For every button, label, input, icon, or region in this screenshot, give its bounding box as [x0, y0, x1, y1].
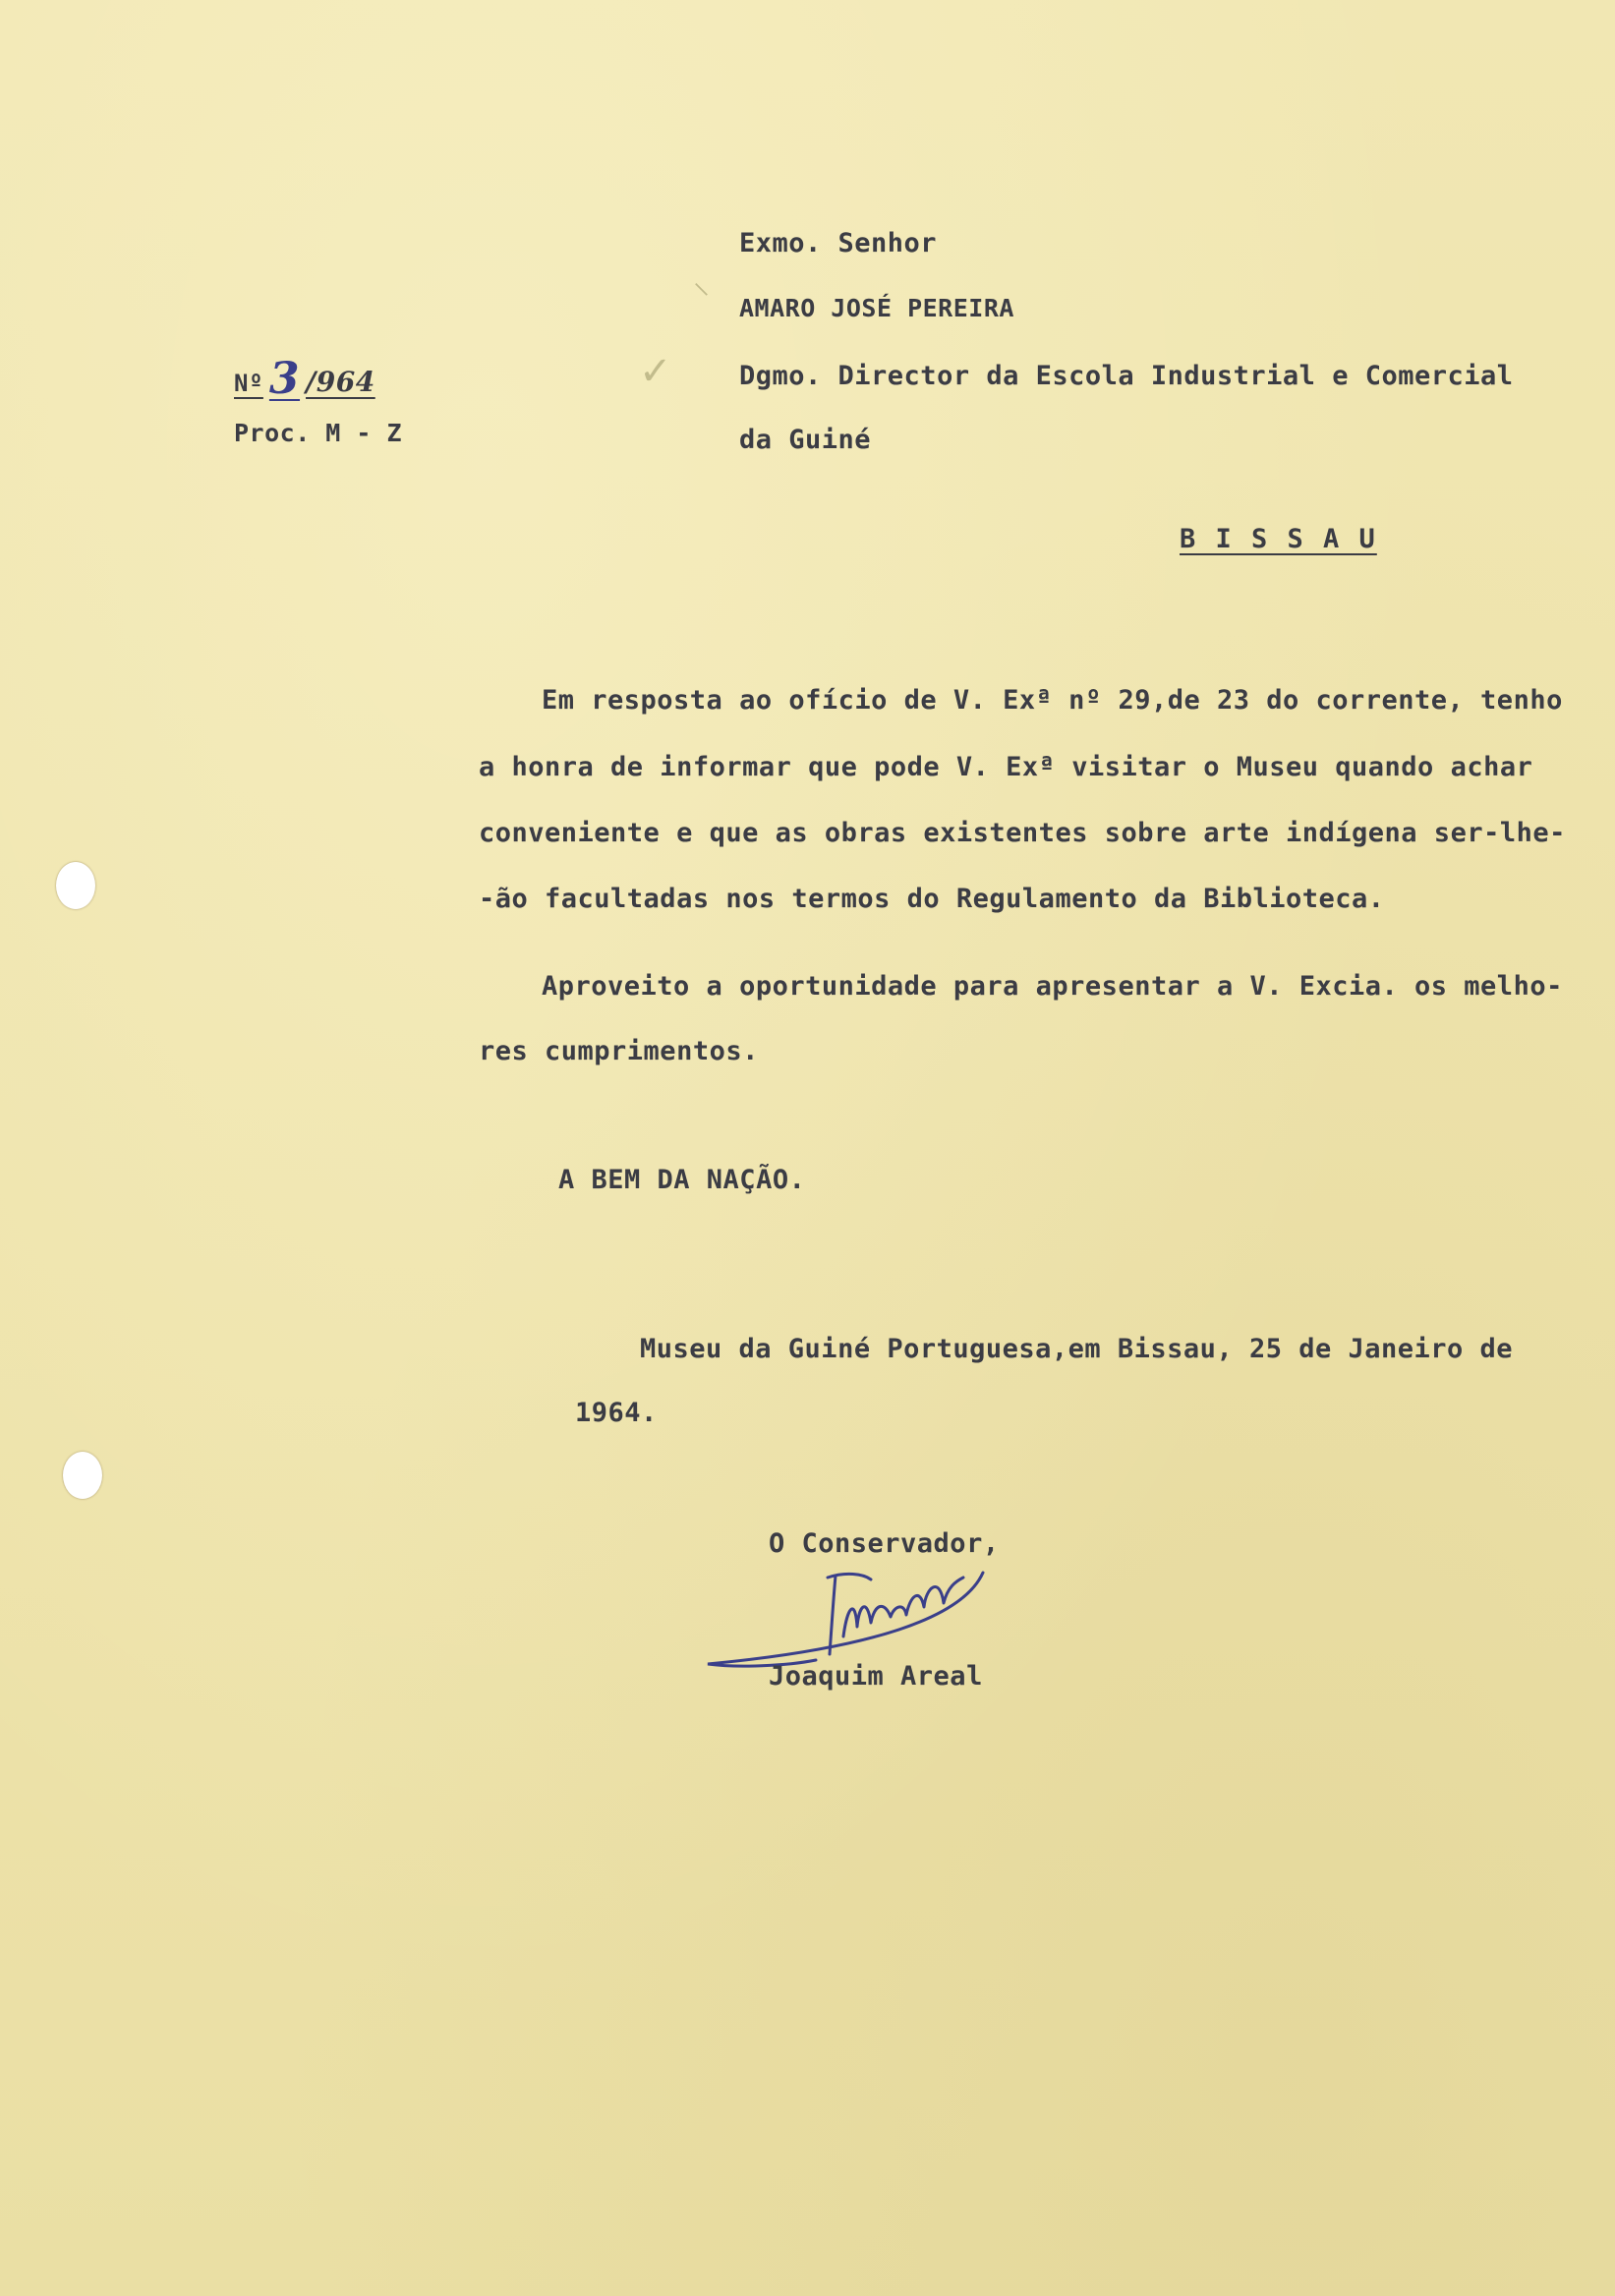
punch-hole-top [56, 862, 95, 909]
check-mark-icon: ✓ [639, 349, 672, 394]
handwritten-signature [698, 1558, 993, 1676]
body-paragraph-1-line-2: a honra de informar que pode V. Exª visitar o Museu quando achar [479, 752, 1533, 782]
closing-formula: A BEM DA NAÇÃO. [558, 1165, 806, 1195]
body-paragraph-1-line-4: -ão facultadas nos termos do Regulamento da Biblioteca. [479, 884, 1385, 914]
punch-hole-bottom [63, 1452, 102, 1499]
salutation: Exmo. Senhor [739, 228, 938, 258]
body-paragraph-1-line-1: Em resposta ao ofício de V. Exª nº 29,de 23 do corrente, tenho [542, 685, 1563, 716]
dateline-line-1: Museu da Guiné Portuguesa,em Bissau, 25 de Janeiro de [640, 1334, 1514, 1364]
reference-number [234, 352, 375, 402]
recipient-city: B I S S A U [1180, 524, 1377, 554]
recipient-title-line-1: Dgmo. Director da Escola Industrial e Comercial [739, 361, 1514, 391]
signatory-role: O Conservador, [769, 1528, 1000, 1559]
body-paragraph-1-line-3: conveniente e que as obras existentes sobre arte indígena ser-lhe- [479, 818, 1566, 848]
recipient-title-line-2: da Guiné [739, 425, 872, 455]
signatory-name: Joaquim Areal [769, 1661, 983, 1692]
reference-number-year: /964 [306, 366, 375, 398]
body-paragraph-2-line-2: res cumprimentos. [479, 1036, 759, 1066]
body-paragraph-2-line-1: Aproveito a oportunidade para apresentar a V. Excia. os melho- [542, 971, 1563, 1002]
reference-number-handwritten: 3 [268, 354, 301, 404]
process-reference: Proc. M - Z [234, 419, 403, 447]
pencil-mark-icon: ⸜ [693, 262, 710, 302]
recipient-name: AMARO JOSÉ PEREIRA [739, 294, 1014, 322]
dateline-line-2: 1964. [575, 1398, 658, 1428]
reference-number-prefix: Nº [234, 370, 263, 397]
